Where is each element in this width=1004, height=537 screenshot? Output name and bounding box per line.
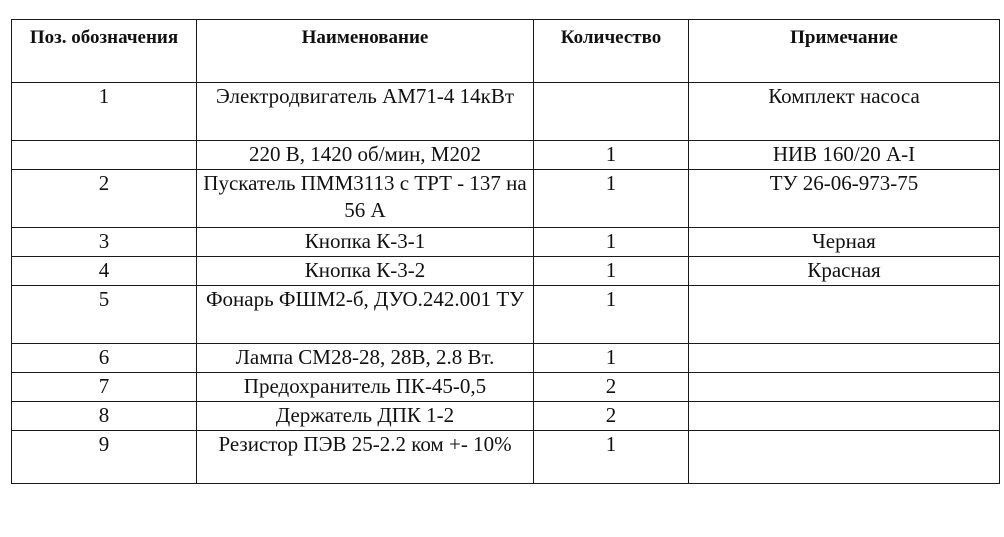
cell-note: ТУ 26-06-973-75: [689, 170, 1000, 228]
cell-qty: 1: [534, 344, 689, 373]
cell-note: Красная: [689, 257, 1000, 286]
cell-name: Фонарь ФШМ2-б, ДУО.242.001 ТУ: [197, 286, 534, 344]
table-row: [12, 141, 1000, 170]
cell-name: Кнопка К-3-2: [197, 257, 534, 286]
cell-note: НИВ 160/20 А-I: [689, 141, 1000, 170]
header-pos: Поз. обозначения: [12, 20, 197, 83]
cell-note: [689, 373, 1000, 402]
table-row: [12, 344, 1000, 373]
header-qty: Количество: [534, 20, 689, 83]
cell-qty: 1: [534, 286, 689, 344]
cell-pos: 7: [12, 373, 197, 402]
cell-name: Кнопка К-3-1: [197, 228, 534, 257]
cell-qty: 1: [534, 257, 689, 286]
cell-note: [689, 402, 1000, 431]
cell-qty: 1: [534, 141, 689, 170]
cell-pos: 1: [12, 83, 197, 141]
cell-name: Электродвигатель АМ71-4 14кВт: [197, 83, 534, 141]
cell-pos: 4: [12, 257, 197, 286]
cell-pos: [12, 141, 197, 170]
table-row: [12, 402, 1000, 431]
cell-name: 220 В, 1420 об/мин, М202: [197, 141, 534, 170]
cell-pos: 9: [12, 431, 197, 484]
cell-name: Предохранитель ПК-45-0,5: [197, 373, 534, 402]
table-row: [12, 228, 1000, 257]
cell-pos: 2: [12, 170, 197, 228]
cell-note: [689, 431, 1000, 484]
cell-name: Держатель ДПК 1-2: [197, 402, 534, 431]
cell-pos: 6: [12, 344, 197, 373]
header-name: Наименование: [197, 20, 534, 83]
cell-note: Комплект насоса: [689, 83, 1000, 141]
cell-note: [689, 344, 1000, 373]
table-row: [12, 373, 1000, 402]
cell-name: Пускатель ПММ3113 с ТРТ - 137 на 56 А: [197, 170, 534, 228]
table-row: [12, 257, 1000, 286]
table-header-row: [12, 20, 1000, 83]
cell-qty: 2: [534, 402, 689, 431]
table-row: [12, 286, 1000, 344]
table-row: [12, 170, 1000, 228]
table-row: [12, 83, 1000, 141]
cell-pos: 8: [12, 402, 197, 431]
cell-qty: 2: [534, 373, 689, 402]
header-note: Примечание: [689, 20, 1000, 83]
specification-table: [11, 19, 1000, 484]
cell-note: Черная: [689, 228, 1000, 257]
cell-name: Резистор ПЭВ 25-2.2 ком +- 10%: [197, 431, 534, 484]
cell-name: Лампа СМ28-28, 28В, 2.8 Вт.: [197, 344, 534, 373]
cell-pos: 3: [12, 228, 197, 257]
cell-qty: 1: [534, 170, 689, 228]
cell-qty: 1: [534, 228, 689, 257]
cell-qty: [534, 83, 689, 141]
cell-qty: 1: [534, 431, 689, 484]
cell-note: [689, 286, 1000, 344]
cell-pos: 5: [12, 286, 197, 344]
table-row: [12, 431, 1000, 484]
